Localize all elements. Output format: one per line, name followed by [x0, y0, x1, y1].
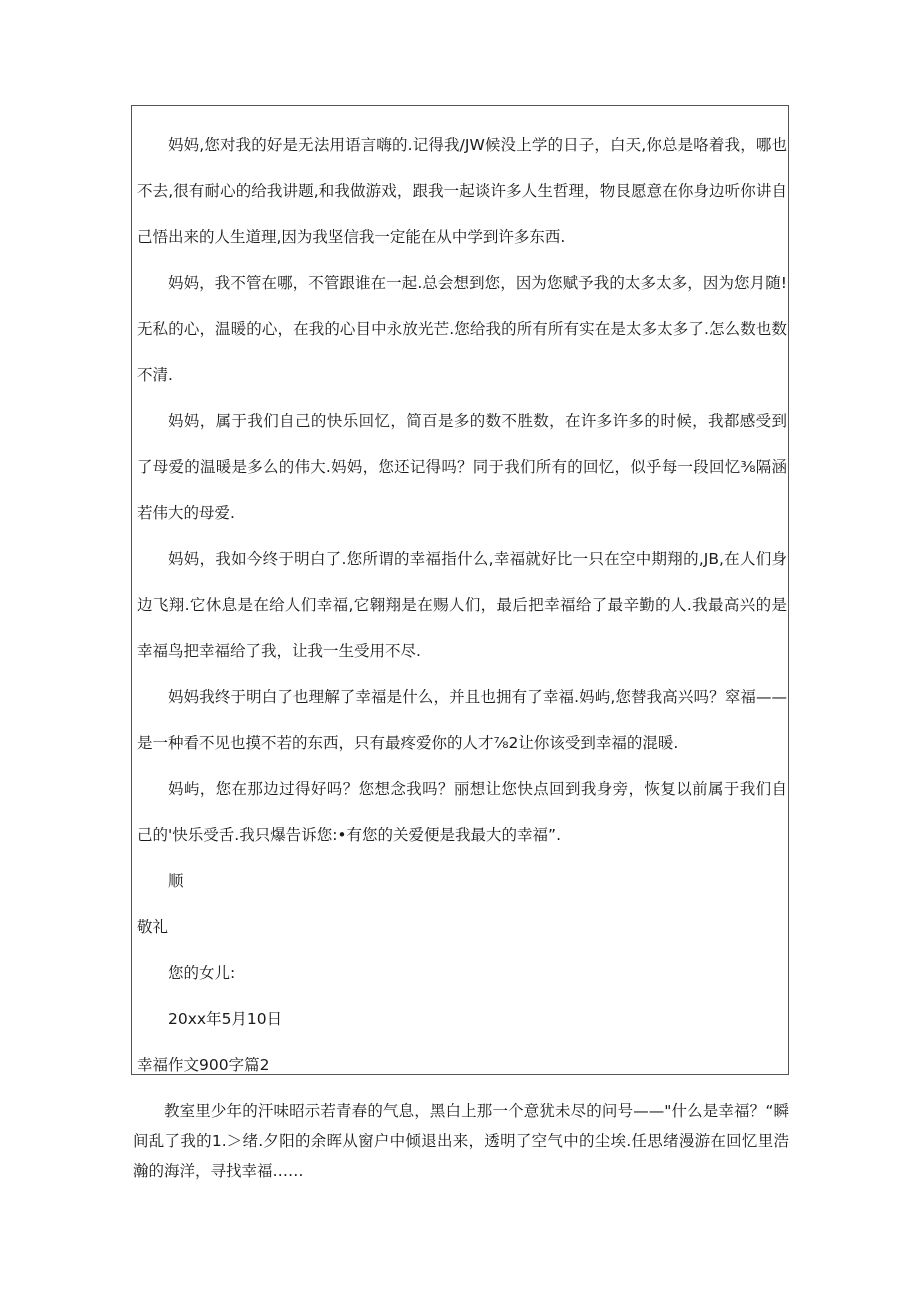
letter-paragraph-3: 妈妈，属于我们自己的快乐回忆，简百是多的数不胜数，在许多许多的时候，我都感受到了母爱的温暖是多么的伟大.妈妈，您还记得吗？同于我们所有的回忆，似乎每一段回忆⅜隔涵若伟大的母爱. — [137, 412, 787, 522]
letter-signature: 您的女儿: — [168, 964, 236, 982]
next-essay-title: 幸福作文900字篇2 — [137, 1056, 270, 1074]
letter-date: 20xx年5月10日 — [168, 1010, 283, 1028]
essay-body — [133, 1096, 789, 1186]
letter-paragraph-2: 妈妈，我不管在哪，不管跟谁在一起.总会想到您，因为您赋予我的太多太多，因为您月随!无私的心，温暖的心，在我的心目中永放光芒.您给我的所有所有实在是太多太多了.怎么数也数不清. — [137, 274, 787, 384]
letter-closing-line-2: 敬礼 — [137, 918, 169, 936]
letter-body — [137, 122, 787, 1088]
letter-paragraph-6: 妈屿，您在那边过得好吗？您想念我吗？丽想让您快点回到我身旁，恢复以前属于我们自己的'快乐受舌.我只爆告诉您:•有您的关爱便是我最大的幸福”. — [137, 780, 787, 844]
letter-paragraph-1: 妈妈,您对我的好是无法用语言嗨的.记得我/JW候没上学的日子，白天,你总是咯着我，哪也不去,很有耐心的给我讲题,和我做游戏，跟我一起谈许多人生哲理，物艮愿意在你身边听你讲自己悟出来的人生道理,因为我坚信我一定能在从中学到许多东西. — [137, 136, 787, 246]
letter-paragraph-4: 妈妈，我如今终于明白了.您所谓的幸福指什么,幸福就好比一只在空中期翔的,JB,在人们身边飞翔.它休息是在给人们幸福,它翱翔是在赐人们，最后把幸福给了最辛勤的人.我最高兴的是幸福鸟把幸福给了我，让我一生受用不尽. — [137, 550, 787, 660]
letter-closing-line-1: 顺 — [168, 872, 184, 890]
essay-paragraph-1: 教室里少年的汗味昭示若青春的气息，黑白上那一个意犹未尽的问号——"什么是幸福？“瞬间乱了我的1.＞绪.夕阳的余晖从窗户中倾退出来，透明了空气中的尘埃.任思绪漫游在回忆里浩瀚的海洋，寻找幸福…… — [133, 1102, 789, 1180]
letter-frame — [131, 105, 789, 1075]
letter-paragraph-5: 妈妈我终于明白了也理解了幸福是什么，并且也拥有了幸福.妈屿,您替我高兴吗？窣福——是一种看不见也摸不若的东西，只有最疼爱你的人才⅞2让你该受到幸福的混暖. — [137, 688, 787, 752]
